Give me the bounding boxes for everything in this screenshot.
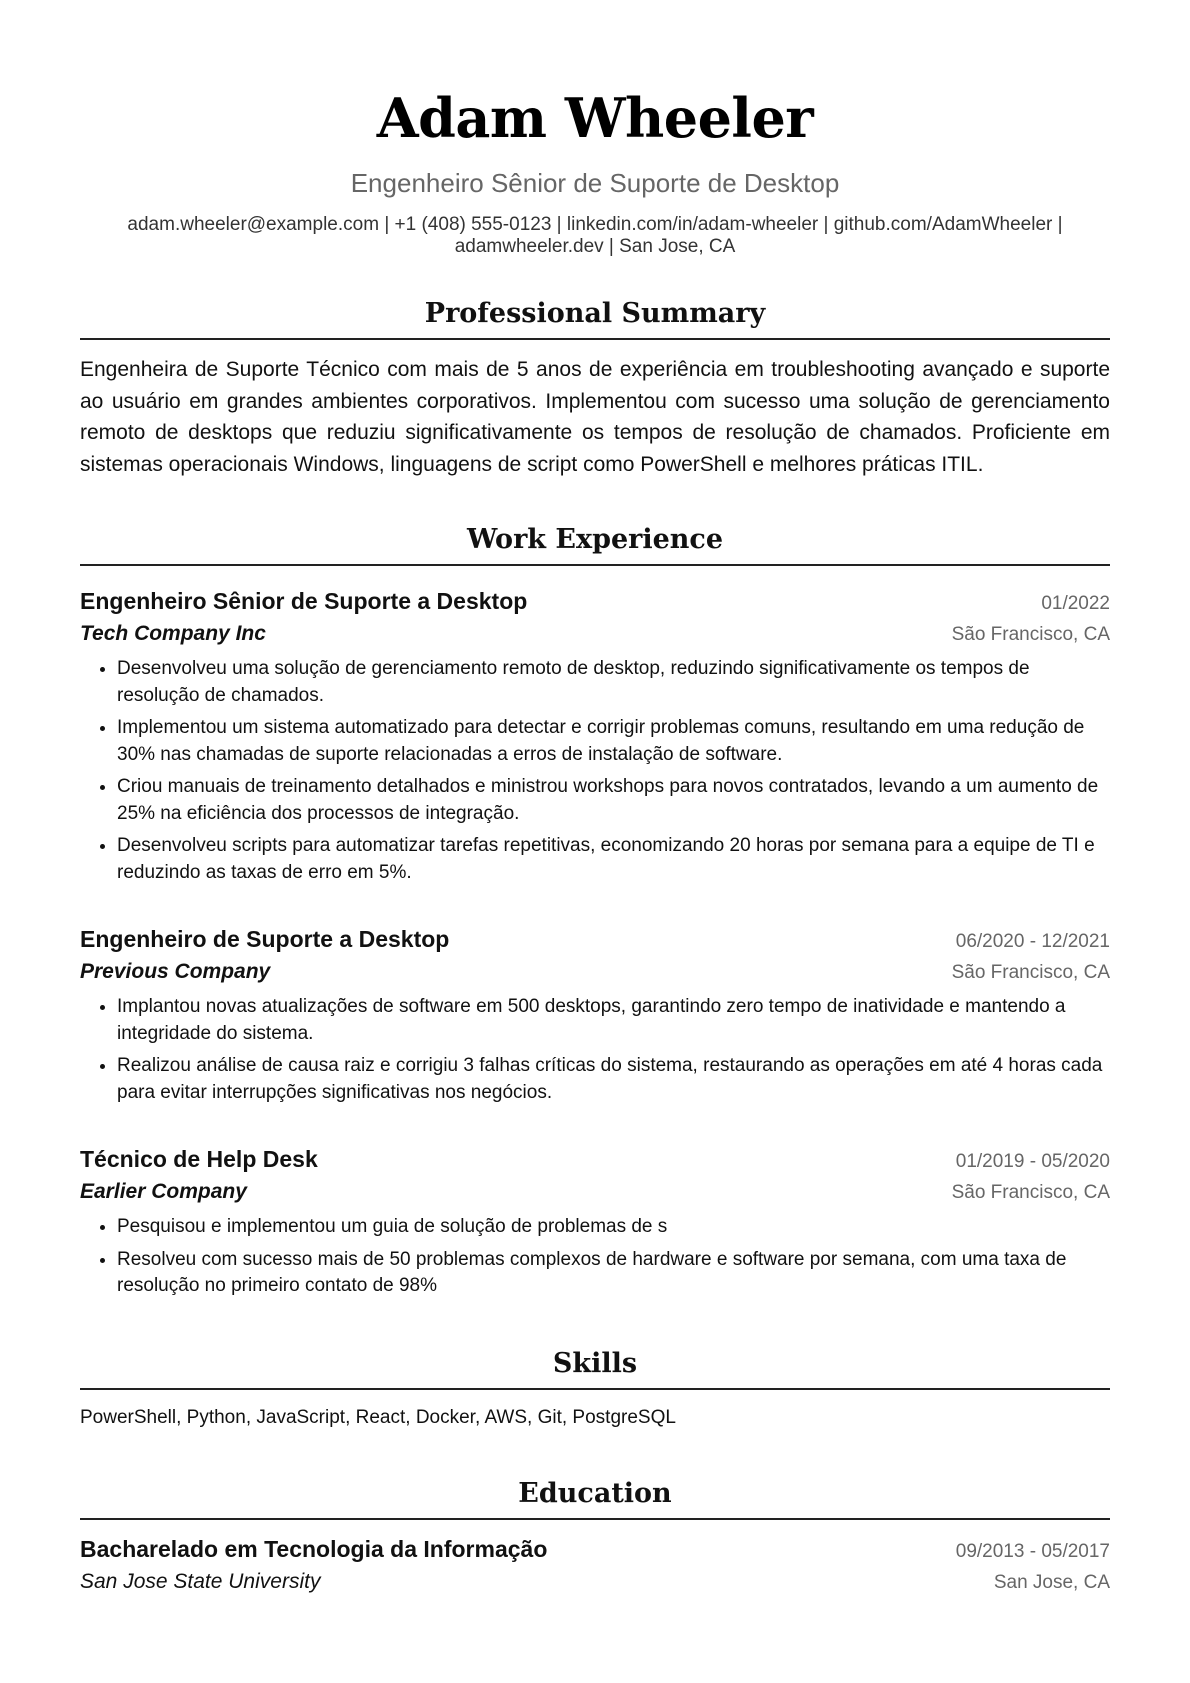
section-divider [80,564,1110,566]
education-heading: Education [518,1477,672,1509]
experience-section [80,522,1110,1300]
school-name: San Jose State University [80,1569,321,1593]
job-entry [80,924,1110,1106]
candidate-title: Engenheiro Sênior de Suporte de Desktop [350,168,840,198]
company-name: Tech Company Inc [80,622,266,645]
skills-heading: Skills [552,1347,638,1379]
contact-line-2: adamwheeler.dev | San Jose, CA [454,236,736,257]
job-title: Engenheiro Sênior de Suporte a Desktop [80,588,528,614]
education-entry [80,1534,1110,1598]
contact-line-1: adam.wheeler@example.com | +1 (408) 555-0123 | linkedin.com/in/adam-wheeler | github.com/AdamWheeler | [127,214,1063,235]
summary-text: Engenheira de Suporte Técnico com mais de 5 anos de experiência em troubleshooting avançado e suporte ao usuário em grandes ambientes corporativos. Implementou com sucesso uma solução de gerenciamento remoto de desktops que reduziu significativamente os tempos de resolução de chamados. Proficiente em sistemas operacionais Windows, linguagens de script como PowerShell e melhores práticas ITIL. [80,358,1110,476]
job-title: Engenheiro de Suporte a Desktop [80,926,450,952]
job-bullet: • Pesquisou e implementou um guia de solução de problemas de s [117,1214,1110,1241]
job-bullet: • Realizou análise de causa raiz e corrigiu 3 falhas críticas do sistema, restaurando as operações em até 4 horas cada para evitar interrupções significativas nos negócios. [117,1053,1110,1106]
job-bullets [80,994,1110,1106]
summary-heading: Professional Summary [424,298,766,329]
contact-info [80,214,1110,258]
job-bullet: • Resolveu com sucesso mais de 50 problemas complexos de hardware e software por semana, com uma taxa de resolução no primeiro contato de 98% [117,1247,1110,1300]
skills-section [80,1346,1110,1432]
job-location: São Francisco, CA [951,624,1110,645]
job-bullet: • Implementou um sistema automatizado para detectar e corrigir problemas comuns, resultando em uma redução de 30% nas chamadas de suporte relacionadas a erros de instalação de software. [117,715,1110,768]
company-name: Previous Company [80,960,271,983]
job-dates: 01/2022 [1041,593,1110,614]
education-location: San Jose, CA [993,1571,1110,1593]
job-bullets [80,1214,1110,1300]
job-dates: 01/2019 - 05/2020 [955,1151,1110,1172]
degree-name: Bacharelado em Tecnologia da Informação [80,1535,548,1562]
job-bullets [80,656,1110,886]
experience-heading: Work Experience [466,524,724,555]
education-section [80,1476,1110,1598]
job-entry [80,1144,1110,1300]
section-divider [80,338,1110,340]
job-bullet: • Criou manuais de treinamento detalhados e ministrou workshops para novos contratados, levando a um aumento de 25% na eficiência dos processos de integração. [117,774,1110,827]
education-dates: 09/2013 - 05/2017 [955,1540,1110,1562]
job-entry [80,586,1110,886]
section-divider [80,1388,1110,1390]
job-location: São Francisco, CA [951,962,1110,983]
job-location: São Francisco, CA [951,1182,1110,1203]
company-name: Earlier Company [80,1180,247,1203]
job-dates: 06/2020 - 12/2021 [955,931,1110,952]
section-divider [80,1518,1110,1520]
job-bullet: • Implantou novas atualizações de software em 500 desktops, garantindo zero tempo de inatividade e mantendo a integridade do sistema. [117,994,1110,1047]
job-title: Técnico de Help Desk [80,1146,318,1172]
candidate-name: Adam Wheeler [376,86,814,150]
resume-header [80,0,1110,258]
job-bullet: • Desenvolveu scripts para automatizar tarefas repetitivas, economizando 20 horas por semana para a equipe de TI e reduzindo as taxas de erro em 5%. [117,833,1110,886]
job-bullet: • Desenvolveu uma solução de gerenciamento remoto de desktop, reduzindo significativamente os tempos de resolução de chamados. [117,656,1110,709]
skills-list: PowerShell, Python, JavaScript, React, Docker, AWS, Git, PostgreSQL [80,1406,676,1428]
summary-section [80,296,1110,480]
